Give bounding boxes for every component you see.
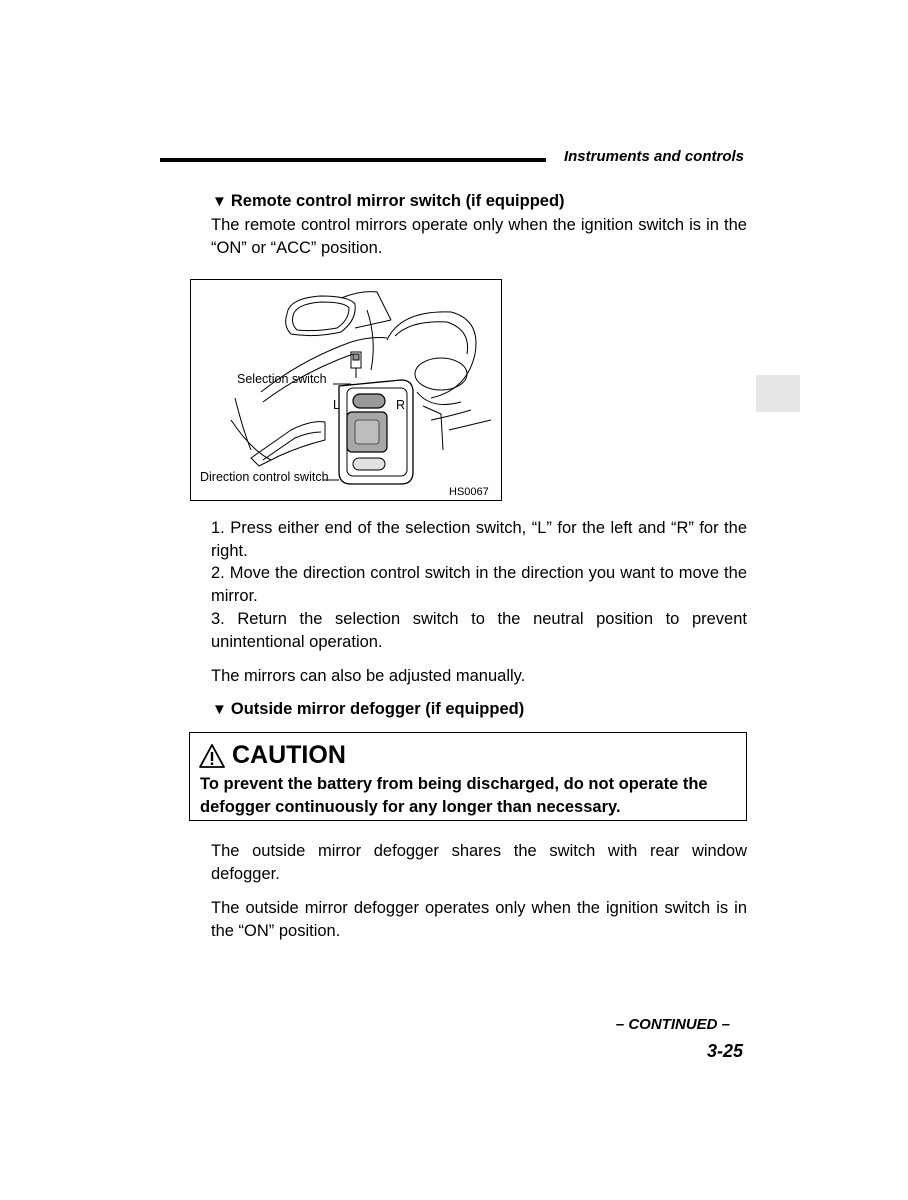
caution-title — [198, 741, 346, 770]
figure-code: HS0067 — [449, 486, 489, 498]
mirror-switch-figure — [190, 279, 502, 501]
direction-switch-label: Direction control switch — [200, 470, 329, 484]
triangle-bullet-icon: ▼ — [212, 193, 227, 210]
step-3: 3. Return the selection switch to the neutral position to prevent unintentional operation. — [211, 610, 747, 651]
continued-marker: – CONTINUED – — [615, 1016, 730, 1033]
warning-triangle-icon — [198, 743, 226, 769]
page-number: 3-25 — [706, 1041, 743, 1061]
section-header-title: Instruments and controls — [563, 148, 744, 165]
remote-mirror-heading-text: Remote control mirror switch (if equipped) — [230, 192, 565, 210]
defogger-para-1: The outside mirror defogger shares the switch with rear window defogger. — [211, 842, 747, 883]
defogger-heading — [212, 700, 524, 719]
mirror-switch-illustration — [191, 280, 502, 501]
step-2: 2. Move the direction control switch in the direction you want to move the mirror. — [211, 564, 747, 605]
caution-box — [189, 732, 747, 821]
step-1: 1. Press either end of the selection switch, “L” for the left and “R” for the right. — [211, 519, 747, 560]
defogger-heading-text: Outside mirror defogger (if equipped) — [230, 700, 525, 718]
defogger-para-2: The outside mirror defogger operates only when the ignition switch is in the “ON” position. — [211, 899, 747, 940]
remote-mirror-heading — [212, 192, 565, 211]
chapter-thumb-tab — [756, 375, 800, 412]
selection-switch-label: Selection switch — [237, 372, 327, 386]
caution-text: To prevent the battery from being discharged, do not operate the defogger continuously for any longer than necessary. — [200, 775, 708, 816]
manual-adjust-note: The mirrors can also be adjusted manually. — [211, 667, 526, 685]
remote-mirror-intro: The remote control mirrors operate only when the ignition switch is in the “ON” or “ACC” position. — [211, 216, 747, 257]
header-rule — [160, 158, 546, 162]
right-selector-label: R — [396, 398, 406, 412]
left-selector-label: L — [333, 398, 340, 412]
triangle-bullet-icon: ▼ — [212, 701, 227, 718]
caution-title-text: CAUTION — [232, 741, 346, 769]
